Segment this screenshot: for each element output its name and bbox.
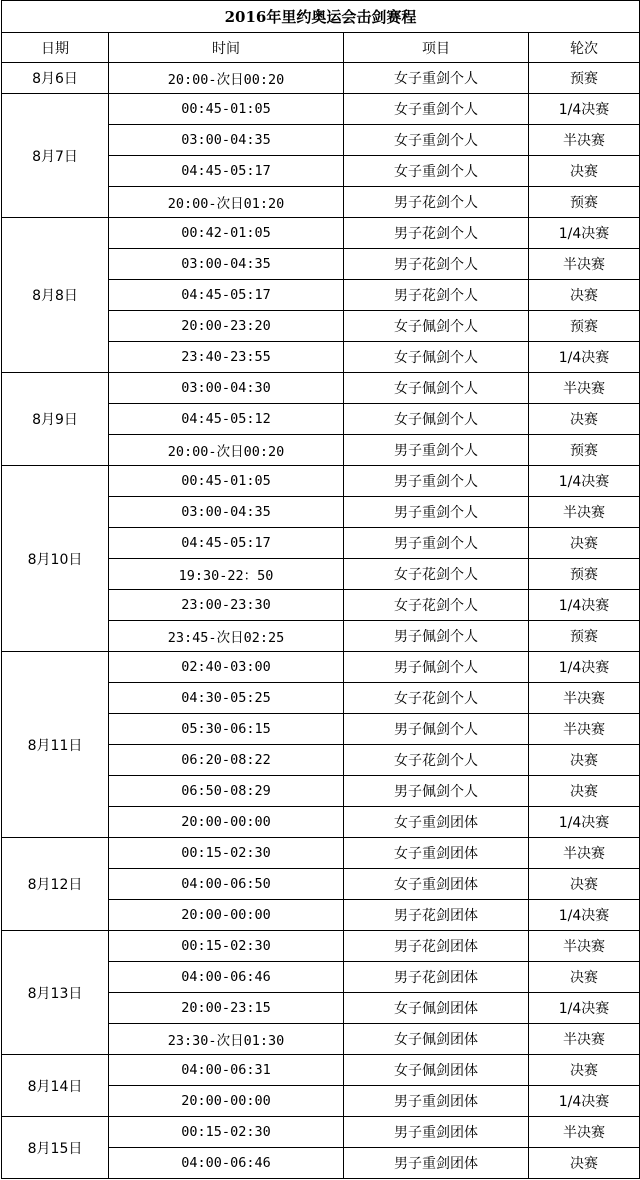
time-cell: 20:00-00:00: [109, 900, 344, 931]
round-cell: 决赛: [529, 404, 640, 435]
round-cell: 半决赛: [529, 931, 640, 962]
table-row: [2, 63, 640, 94]
header-round: 轮次: [529, 33, 640, 63]
round-cell: 1/4决赛: [529, 218, 640, 249]
round-cell: 半决赛: [529, 497, 640, 528]
time-cell: 23:30-次日01:30: [109, 1024, 344, 1055]
event-cell: 女子花剑个人: [344, 590, 529, 621]
round-cell: 1/4决赛: [529, 993, 640, 1024]
event-cell: 女子佩剑个人: [344, 404, 529, 435]
time-cell: 04:00-06:50: [109, 869, 344, 900]
round-cell: 预赛: [529, 621, 640, 652]
table-row: [2, 373, 640, 404]
date-cell: 8月10日: [2, 466, 109, 652]
time-cell: 00:15-02:30: [109, 838, 344, 869]
event-cell: 男子花剑团体: [344, 962, 529, 993]
date-cell: 8月13日: [2, 931, 109, 1055]
table-row: [2, 1117, 640, 1148]
time-cell: 04:30-05:25: [109, 683, 344, 714]
round-cell: 半决赛: [529, 1117, 640, 1148]
round-cell: 半决赛: [529, 249, 640, 280]
header-time: 时间: [109, 33, 344, 63]
table-row: [2, 838, 640, 869]
event-cell: 男子花剑个人: [344, 187, 529, 218]
table-row: [2, 931, 640, 962]
round-cell: 半决赛: [529, 683, 640, 714]
event-cell: 女子重剑个人: [344, 63, 529, 94]
event-cell: 男子重剑个人: [344, 497, 529, 528]
round-cell: 预赛: [529, 63, 640, 94]
time-cell: 20:00-23:15: [109, 993, 344, 1024]
event-cell: 女子佩剑个人: [344, 373, 529, 404]
table-row: [2, 218, 640, 249]
event-cell: 女子佩剑个人: [344, 311, 529, 342]
event-cell: 男子重剑团体: [344, 1117, 529, 1148]
event-cell: 女子佩剑团体: [344, 1055, 529, 1086]
date-cell: 8月7日: [2, 94, 109, 218]
round-cell: 1/4决赛: [529, 590, 640, 621]
time-cell: 04:00-06:46: [109, 1148, 344, 1179]
event-cell: 男子重剑团体: [344, 1148, 529, 1179]
event-cell: 男子花剑个人: [344, 249, 529, 280]
schedule-table: [1, 0, 640, 1179]
event-cell: 男子花剑个人: [344, 280, 529, 311]
round-cell: 决赛: [529, 1055, 640, 1086]
time-cell: 00:15-02:30: [109, 931, 344, 962]
event-cell: 男子重剑团体: [344, 1086, 529, 1117]
event-cell: 女子重剑个人: [344, 156, 529, 187]
time-cell: 03:00-04:35: [109, 497, 344, 528]
table-title: 2016年里约奥运会击剑赛程: [2, 1, 640, 33]
time-cell: 06:20-08:22: [109, 745, 344, 776]
time-cell: 20:00-23:20: [109, 311, 344, 342]
round-cell: 半决赛: [529, 1024, 640, 1055]
table-row: [2, 466, 640, 497]
round-cell: 决赛: [529, 776, 640, 807]
table-row: [2, 1055, 640, 1086]
time-cell: 03:00-04:30: [109, 373, 344, 404]
time-cell: 04:00-06:31: [109, 1055, 344, 1086]
event-cell: 女子重剑个人: [344, 125, 529, 156]
round-cell: 半决赛: [529, 125, 640, 156]
header-event: 项目: [344, 33, 529, 63]
event-cell: 女子花剑个人: [344, 745, 529, 776]
event-cell: 女子重剑团体: [344, 807, 529, 838]
time-cell: 04:45-05:12: [109, 404, 344, 435]
round-cell: 决赛: [529, 280, 640, 311]
time-cell: 03:00-04:35: [109, 249, 344, 280]
time-cell: 19:30-22：50: [109, 559, 344, 590]
round-cell: 决赛: [529, 869, 640, 900]
round-cell: 决赛: [529, 1148, 640, 1179]
date-cell: 8月15日: [2, 1117, 109, 1179]
event-cell: 男子花剑个人: [344, 218, 529, 249]
time-cell: 00:45-01:05: [109, 466, 344, 497]
round-cell: 预赛: [529, 435, 640, 466]
event-cell: 女子重剑团体: [344, 838, 529, 869]
time-cell: 20:00-00:00: [109, 1086, 344, 1117]
schedule-body: [2, 63, 640, 1179]
table-row: [2, 94, 640, 125]
time-cell: 04:45-05:17: [109, 528, 344, 559]
round-cell: 半决赛: [529, 838, 640, 869]
round-cell: 1/4决赛: [529, 807, 640, 838]
event-cell: 女子花剑个人: [344, 559, 529, 590]
round-cell: 1/4决赛: [529, 652, 640, 683]
round-cell: 决赛: [529, 528, 640, 559]
event-cell: 男子重剑个人: [344, 528, 529, 559]
round-cell: 1/4决赛: [529, 1086, 640, 1117]
round-cell: 1/4决赛: [529, 466, 640, 497]
event-cell: 女子佩剑团体: [344, 1024, 529, 1055]
round-cell: 预赛: [529, 187, 640, 218]
event-cell: 男子佩剑个人: [344, 652, 529, 683]
time-cell: 06:50-08:29: [109, 776, 344, 807]
date-cell: 8月14日: [2, 1055, 109, 1117]
time-cell: 00:15-02:30: [109, 1117, 344, 1148]
event-cell: 男子佩剑个人: [344, 776, 529, 807]
time-cell: 00:42-01:05: [109, 218, 344, 249]
event-cell: 男子花剑团体: [344, 931, 529, 962]
round-cell: 1/4决赛: [529, 900, 640, 931]
time-cell: 04:45-05:17: [109, 280, 344, 311]
time-cell: 04:00-06:46: [109, 962, 344, 993]
time-cell: 20:00-00:00: [109, 807, 344, 838]
event-cell: 女子花剑个人: [344, 683, 529, 714]
time-cell: 23:45-次日02:25: [109, 621, 344, 652]
round-cell: 决赛: [529, 156, 640, 187]
header-date: 日期: [2, 33, 109, 63]
date-cell: 8月12日: [2, 838, 109, 931]
time-cell: 04:45-05:17: [109, 156, 344, 187]
event-cell: 女子重剑团体: [344, 869, 529, 900]
date-cell: 8月8日: [2, 218, 109, 373]
time-cell: 23:40-23:55: [109, 342, 344, 373]
time-cell: 05:30-06:15: [109, 714, 344, 745]
round-cell: 预赛: [529, 559, 640, 590]
table-row: [2, 652, 640, 683]
date-cell: 8月11日: [2, 652, 109, 838]
event-cell: 女子佩剑个人: [344, 342, 529, 373]
event-cell: 女子重剑个人: [344, 94, 529, 125]
event-cell: 女子佩剑团体: [344, 993, 529, 1024]
time-cell: 20:00-次日01:20: [109, 187, 344, 218]
time-cell: 20:00-次日00:20: [109, 63, 344, 94]
event-cell: 男子佩剑个人: [344, 621, 529, 652]
round-cell: 1/4决赛: [529, 94, 640, 125]
event-cell: 男子重剑个人: [344, 435, 529, 466]
event-cell: 男子花剑团体: [344, 900, 529, 931]
round-cell: 预赛: [529, 311, 640, 342]
round-cell: 决赛: [529, 962, 640, 993]
round-cell: 1/4决赛: [529, 342, 640, 373]
time-cell: 02:40-03:00: [109, 652, 344, 683]
time-cell: 20:00-次日00:20: [109, 435, 344, 466]
round-cell: 半决赛: [529, 714, 640, 745]
round-cell: 半决赛: [529, 373, 640, 404]
date-cell: 8月6日: [2, 63, 109, 94]
event-cell: 男子佩剑个人: [344, 714, 529, 745]
event-cell: 男子重剑个人: [344, 466, 529, 497]
round-cell: 决赛: [529, 745, 640, 776]
date-cell: 8月9日: [2, 373, 109, 466]
time-cell: 23:00-23:30: [109, 590, 344, 621]
time-cell: 00:45-01:05: [109, 94, 344, 125]
time-cell: 03:00-04:35: [109, 125, 344, 156]
